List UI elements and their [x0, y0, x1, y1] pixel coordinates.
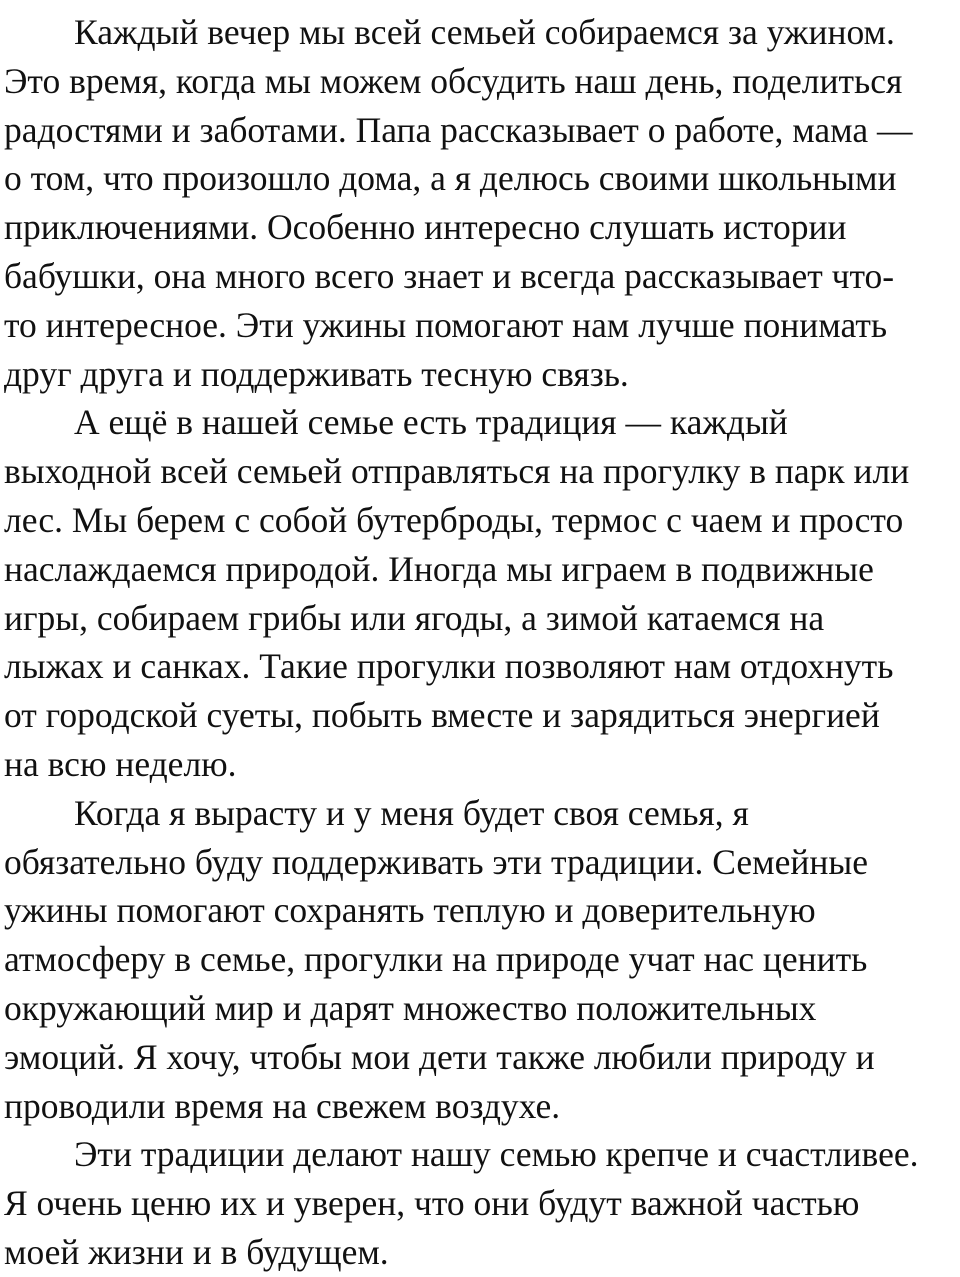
paragraph-walks: [4, 398, 954, 788]
paragraph-conclusion: [4, 1130, 954, 1276]
text-line: лыжах и санках. Такие прогулки позволяют нам отдохнуть: [4, 646, 894, 687]
text-line: ужины помогают сохранять теплую и доверительную: [4, 890, 816, 931]
text-line: А ещё в нашей семье есть традиция — каждый: [74, 402, 788, 443]
text-line: Когда я вырасту и у меня будет своя семья, я: [74, 792, 749, 833]
text-line: Это время, когда мы можем обсудить наш день, поделиться: [4, 60, 903, 101]
text-line: окружающий мир и дарят множество положительных: [4, 987, 817, 1028]
text-line: игры, собираем грибы или ягоды, а зимой катаемся на: [4, 597, 825, 638]
text-line: бабушки, она много всего знает и всегда рассказывает что-: [4, 255, 895, 296]
text-line: от городской суеты, побыть вместе и зарядиться энергией: [4, 695, 880, 736]
document-page: [4, 8, 954, 1277]
text-line: то интересное. Эти ужины помогают нам лучше понимать: [4, 304, 888, 345]
text-line: проводили время на свежем воздухе.: [4, 1085, 561, 1126]
text-line: Каждый вечер мы всей семьей собираемся за ужином.: [74, 12, 895, 52]
text-line: лес. Мы берем с собой бутерброды, термос с чаем и просто: [4, 499, 904, 540]
text-line: радостями и заботами. Папа рассказывает о работе, мама —: [4, 109, 913, 150]
text-line: Эти традиции делают нашу семью крепче и счастливее.: [74, 1134, 919, 1175]
text-line: приключениями. Особенно интересно слушать истории: [4, 207, 847, 248]
text-line: наслаждаемся природой. Иногда мы играем в подвижные: [4, 548, 874, 589]
text-line: моей жизни и в будущем.: [4, 1231, 389, 1272]
text-line: на всю неделю.: [4, 743, 237, 784]
paragraph-future: [4, 789, 954, 1131]
text-line: атмосферу в семье, прогулки на природе учат нас ценить: [4, 939, 868, 980]
text-line: выходной всей семьей отправляться на прогулку в парк или: [4, 451, 910, 492]
text-line: эмоций. Я хочу, чтобы мои дети также любили природу и: [4, 1036, 875, 1077]
text-line: Я очень ценю их и уверен, что они будут важной частью: [4, 1183, 860, 1224]
paragraph-dinners: [4, 8, 954, 398]
text-line: о том, что произошло дома, а я делюсь своими школьными: [4, 158, 897, 199]
text-line: обязательно буду поддерживать эти традиции. Семейные: [4, 841, 868, 882]
text-line: друг друга и поддерживать тесную связь.: [4, 353, 629, 394]
